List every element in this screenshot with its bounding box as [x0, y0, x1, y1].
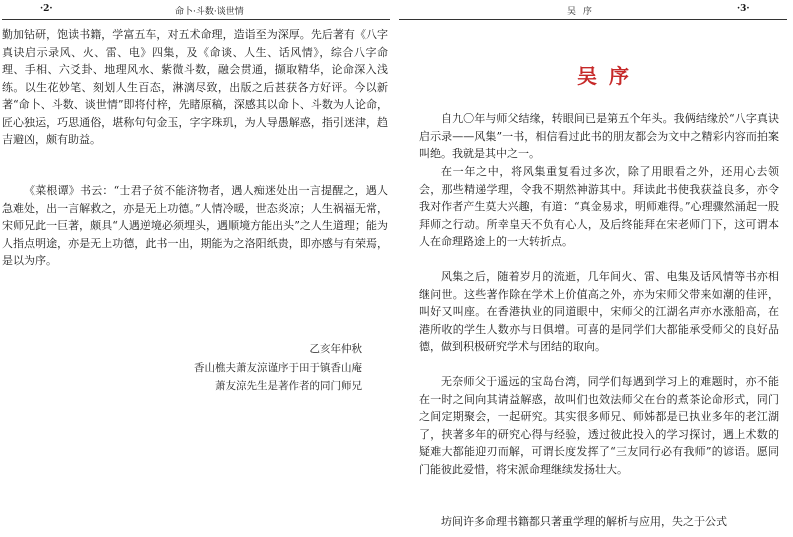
body-paragraph-1: 勤加钻研，饱读书籍，学富五车，对五术命理，造诣至为深厚。先后著有《八字真诀启示录风、火、雷、电》四集，及《命谈、人生、话风情》，综合八字命理、手相、六爻卦、地理风水、紫微斗数，融会贯通，撷取精华，论命深入浅练。以生花妙笔、刻划人生百态，淋漓尽致，出版之后甚获各方好评。今以新著“命卜、斗数、谈世情”即将付梓，先睹原稿，深感其以命卜、斗数为人论命，匠心独运，巧思通俗，堪称句句金玉，字字珠玑，为人导愚解惑，指引迷津，趋吉避凶，颇有助益。	[2, 28, 388, 146]
body-paragraph-2: 在一年之中，将风集重复看过多次，除了用眼看之外，还用心去领会，那些精递学理，令我不期然神游其中。拜读此书使我获益良多，亦令我对作者产生莫大兴趣，有道：“真金易求，明师难得。”心理骤然涌起一股拜师之行动。所幸皇天不负有心人，及后终能拜在宋老师门下，这可谓本人在命理路途上的一大转折点。	[419, 165, 779, 248]
header-rule	[2, 19, 390, 20]
page-title: 吴序	[577, 64, 641, 88]
page-number: ·2·	[40, 4, 53, 14]
running-title: 吴 序	[567, 7, 594, 17]
body-paragraph-4: 无奈师父于遥远的宝岛台湾，同学们每遇到学习上的难题时，亦不能在一时之间向其请益解惑，故叫们也效法师父在台的煮茶论命形式，同门之间定期聚会，一起研究。其实很多师兄、师姊都是已执业多年的老江湖了，挟著多年的研究心得与经验，透过彼此投入的学习探讨，遇上术数的疑难大都能迎刃而解，可谓长度发挥了“三友同行必有我师”的谚语。愿同门能彼此爱惜，将宋派命理继续发扬壮大。	[419, 375, 779, 476]
header-rule	[399, 19, 787, 20]
body-paragraph-5: 坊间许多命理书籍都只著重学理的解析与应用，失之于公式	[441, 515, 727, 528]
right-page	[397, 0, 793, 537]
signature-date: 乙亥年仲秋	[309, 343, 362, 355]
left-page	[0, 0, 396, 537]
running-title: 命卜·斗数·谈世情	[175, 7, 244, 17]
body-paragraph-1: 自九〇年与师父结缘，转眼间已是第五个年头。我俩结缘於“八字真诀启示录——风集”一书，相信看过此书的朋友都会为文中之精彩内容而拍案叫绝。我就是其中之一。	[419, 112, 779, 160]
signature-note: 萧友涼先生是著作者的同门师兄	[215, 380, 362, 392]
signature-author: 香山樵夫萧友涼谨序于田于镇香山庵	[194, 362, 362, 374]
body-paragraph-3: 风集之后，随着岁月的流逝，几年间火、雷、电集及话风情等书亦相继问世。这些著作除在学术上价值高之外，亦为宋师父带来如潮的佳评，叫好又叫座。在香港执业的同道眼中，宋师父的江湖名声亦水涨船高，在港所收的学生人数亦与日俱增。可喜的是同学们大都能承受师父的良好品德，做到积极研究学术与团结的取向。	[419, 270, 779, 353]
page-number: ·3·	[737, 4, 750, 14]
body-paragraph-2: 《菜根谭》书云：“士君子贫不能济物者，遇人痴迷处出一言提醒之，遇人急难处，出一言解救之，亦是无上功德。”人情冷暖，世态炎凉；人生祸福无常，宋师兄此一巨著，颇具“人遇逆境必须埋头，遇顺境方能出头”之人生道理；能为人指点明途，亦是无上功德，此书一出，期能为之洛阳纸贵，即亦感与有荣焉，是以为序。	[2, 184, 388, 267]
